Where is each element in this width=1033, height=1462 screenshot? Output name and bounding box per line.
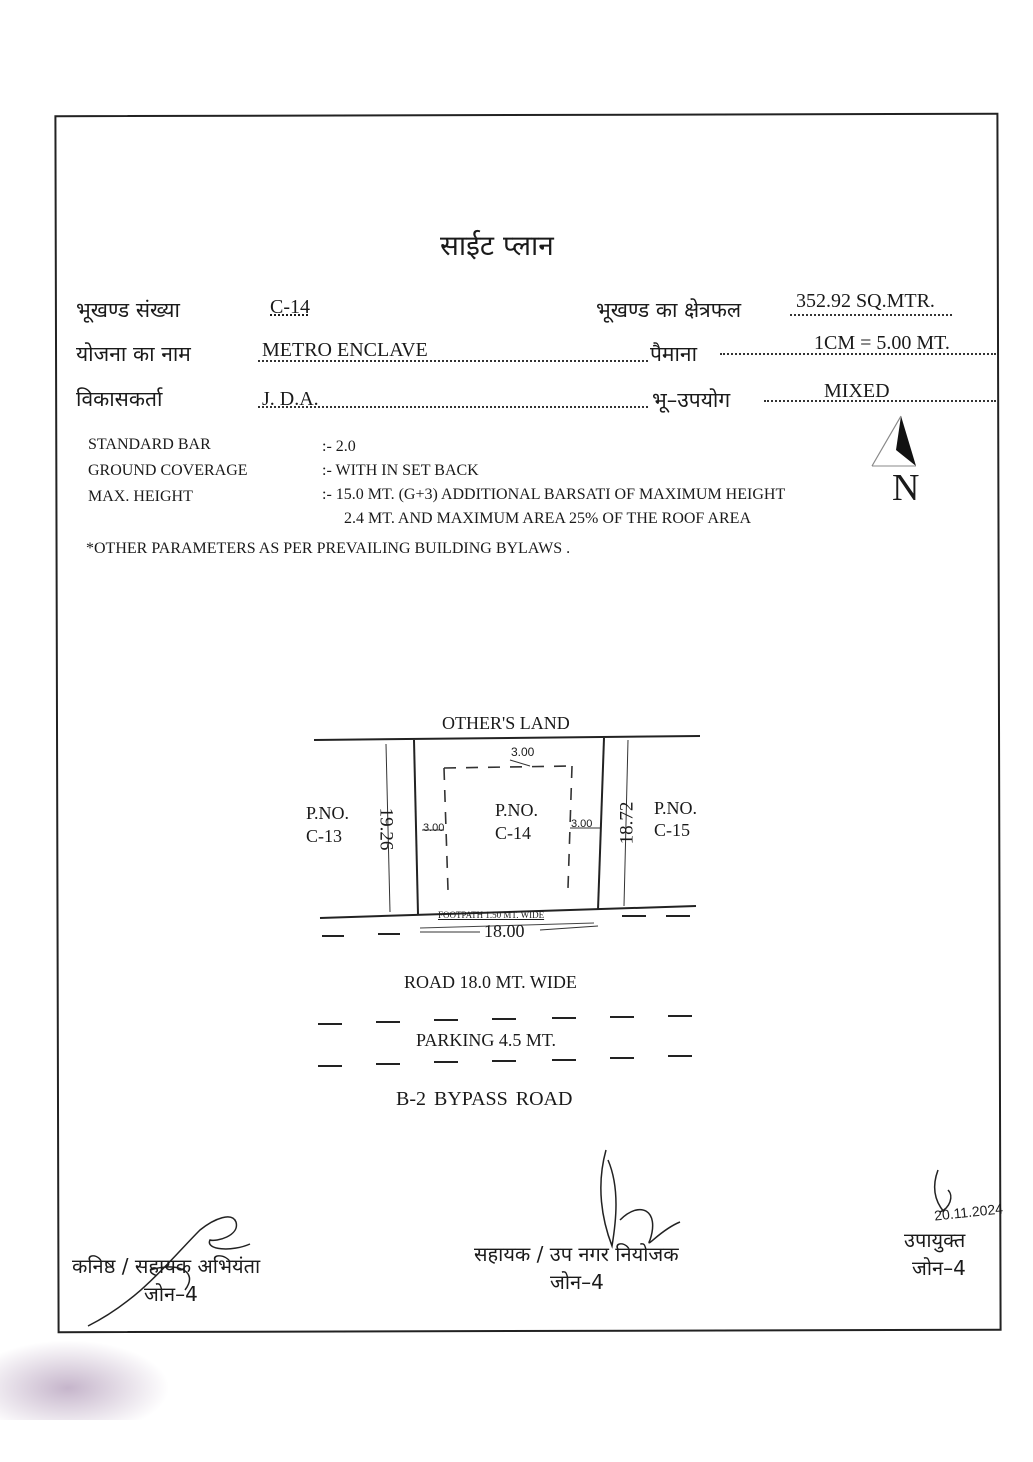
spec-value: :- WITH IN SET BACK	[322, 462, 479, 479]
plot-right-line	[598, 738, 604, 910]
plot-c15-line1: P.NO.	[654, 798, 698, 818]
signature-center	[601, 1150, 680, 1246]
bypass-road-label: B-2 BYPASS ROAD	[396, 1088, 573, 1110]
junior-engineer-title: कनिष्ठ / सहायक अभियंता	[72, 1254, 261, 1278]
deputy-commissioner-title: उपायुक्त	[904, 1228, 966, 1252]
landuse-label: भू–उपयोग	[652, 388, 731, 412]
north-arrow-icon	[872, 416, 916, 466]
developer-value: J. D.A.	[262, 388, 319, 410]
plot-no-label: भूखण्ड संख्या	[76, 298, 180, 322]
spec-label: MAX. HEIGHT	[88, 488, 193, 505]
north-label: N	[892, 467, 920, 509]
footpath-label: FOOTPATH 1.50 MT. WIDE	[438, 910, 545, 920]
rear-boundary-line	[314, 736, 700, 740]
signature-date: 20.11.2024	[933, 1200, 1004, 1224]
front-setback-label: 3.00	[511, 745, 535, 759]
plot-area-label: भूखण्ड का क्षेत्रफल	[596, 298, 742, 322]
deputy-commissioner-zone: जोन–4	[912, 1256, 966, 1280]
plot-c13-line2: C-13	[306, 826, 342, 846]
developer-label: विकासकर्ता	[76, 387, 163, 411]
scheme-value: METRO ENCLAVE	[262, 339, 428, 361]
plot-no-value: C-14	[270, 296, 310, 318]
road-label: ROAD 18.0 MT. WIDE	[404, 972, 577, 992]
others-land-label: OTHER'S LAND	[442, 713, 570, 733]
town-planner-title: सहायक / उप नगर नियोजक	[474, 1242, 679, 1266]
plot-c15-line2: C-15	[654, 820, 690, 840]
bylaws-note: *OTHER PARAMETERS AS PER PREVAILING BUILDING BYLAWS .	[86, 540, 571, 557]
plot-left-line	[414, 740, 418, 914]
scan-smudge	[0, 1340, 170, 1420]
junior-engineer-zone: जोन–4	[144, 1282, 198, 1306]
front-setback-dimension	[510, 760, 530, 766]
frontage-dimension	[540, 926, 598, 930]
spec-label: STANDARD BAR	[88, 436, 211, 453]
scale-value: 1CM = 5.00 MT.	[814, 332, 950, 354]
spec-label: GROUND COVERAGE	[88, 462, 248, 479]
scheme-label: योजना का नाम	[76, 342, 191, 366]
plot-area-value: 352.92 SQ.MTR.	[796, 290, 935, 312]
town-planner-zone: जोन–4	[550, 1270, 604, 1294]
spec-value-continued: 2.4 MT. AND MAXIMUM AREA 25% OF THE ROOF AREA	[344, 510, 751, 527]
landuse-value: MIXED	[824, 380, 890, 402]
left-setback-label: 3.00	[423, 822, 445, 834]
spec-value: :- 2.0	[322, 438, 356, 455]
left-depth-label: 19.26	[375, 807, 397, 851]
plot-c14-line2: C-14	[495, 823, 531, 843]
parking-label: PARKING 4.5 MT.	[416, 1030, 557, 1050]
scale-label: पैमाना	[650, 342, 698, 366]
spec-value: :- 15.0 MT. (G+3) ADDITIONAL BARSATI OF MAXIMUM HEIGHT	[322, 486, 786, 503]
frontage-label: 18.00	[484, 921, 525, 941]
right-depth-label: 18.72	[616, 801, 638, 845]
right-setback-label: 3.00	[571, 818, 593, 830]
page-title: साईट प्लान	[440, 229, 554, 262]
plot-c13-line1: P.NO.	[306, 803, 350, 823]
plot-c14-line1: P.NO.	[495, 800, 539, 820]
